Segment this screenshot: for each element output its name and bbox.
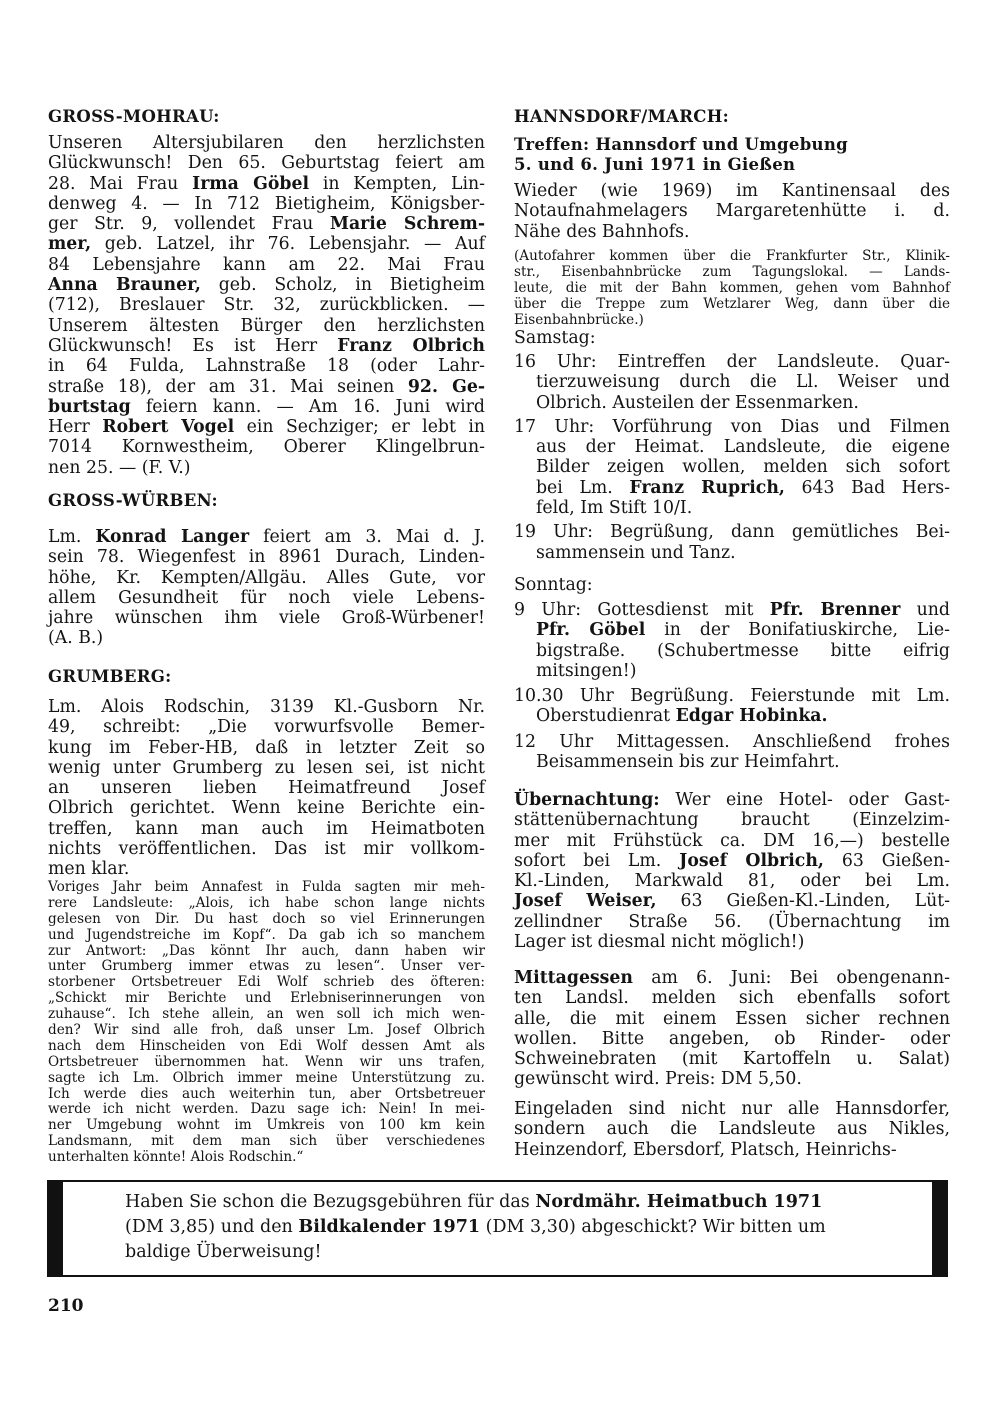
text-run: am 6. Juni: Bei obengenann- <box>632 968 950 988</box>
text-line <box>514 686 950 706</box>
text-line <box>514 417 950 437</box>
text-line <box>514 988 950 1008</box>
text-line <box>48 1102 485 1118</box>
text-run: bigstraße. (Schubertmesse bitte eifrig <box>536 640 950 661</box>
bold-name: Franz Ruprich, <box>629 477 785 498</box>
text-run: (712), Breslauer Str. 32, zurückblicken. — <box>48 295 485 316</box>
text-run: jahre wünschen ihm viele Groß-Würbener! <box>48 608 485 629</box>
text-line <box>125 1190 885 1215</box>
text-run: nichts veröffentlichen. Das ist mir vollkom- <box>48 839 485 860</box>
paragraph <box>514 790 950 952</box>
bold-name: Josef Olbrich, <box>679 850 824 871</box>
text-run: Beisammensein bis zur Heimfahrt. <box>536 752 840 773</box>
text-run: allem Gesundheit für noch viele Lebens- <box>48 587 485 608</box>
text-run: Glückwunsch! Den 65. Geburtstag feiert am <box>48 153 485 174</box>
notice-bar-left <box>47 1180 63 1277</box>
paragraph <box>48 133 485 478</box>
text-line <box>48 628 485 648</box>
text-line <box>48 194 485 214</box>
text-run: Lm. <box>48 527 96 547</box>
notice-bar-right <box>932 1180 948 1277</box>
text-run: Eisenbahnbrücke.) <box>514 311 644 328</box>
paragraph <box>48 527 485 649</box>
text-line <box>48 975 485 991</box>
text-run: Landsmann, mit dem man sich über verschiedenes <box>48 1133 485 1150</box>
text-run: feld, Im Stift 10/I. <box>536 498 693 519</box>
paragraph <box>125 1190 885 1265</box>
section-heading-hannsdorf: HANNSDORF/MARCH: <box>514 107 729 126</box>
text-line <box>48 991 485 1007</box>
text-line <box>514 393 950 413</box>
text-line <box>514 790 950 810</box>
text-line <box>48 608 485 628</box>
text-line <box>48 717 485 737</box>
text-line <box>48 778 485 798</box>
text-line <box>514 968 950 988</box>
venue-text <box>514 181 950 242</box>
text-line <box>48 912 485 928</box>
text-run: baldige Überweisung! <box>125 1242 322 1262</box>
text-run: sein 78. Wiegenfest in 8961 Durach, Linden- <box>48 547 485 568</box>
text-line <box>514 891 950 911</box>
bold-name: Edgar Hobinka. <box>675 706 828 727</box>
saturday-schedule <box>514 352 950 563</box>
text-run: geb. Scholz, in Bietigheim <box>200 275 485 296</box>
text-run: unterhalten könnte! Alois Rodschin.“ <box>48 1149 304 1166</box>
text-run: nen 25. — (F. V.) <box>48 457 191 478</box>
paragraph <box>48 697 485 880</box>
text-line <box>125 1215 885 1240</box>
page-number: 210 <box>48 1296 84 1316</box>
event-date: 5. und 6. Juni 1971 in Gießen <box>514 155 796 174</box>
paragraph <box>514 968 950 1090</box>
text-run: (Autofahrer kommen über die Frankfurter Str., Klinik- <box>514 248 950 264</box>
bold-name: Robert Vogel <box>102 417 235 438</box>
paragraph <box>514 417 950 518</box>
text-run: rere Landsleute: „Alois, ich habe schon lange nichts <box>48 894 485 911</box>
text-run: in Kempten, Lin- <box>309 173 486 194</box>
text-line <box>514 1099 950 1119</box>
text-run: sofort bei Lm. <box>514 850 680 871</box>
text-run: Glückwunsch! Es ist Herr <box>48 335 338 356</box>
text-line <box>514 543 950 563</box>
directions-text <box>514 249 950 328</box>
text-line <box>514 620 950 640</box>
text-run: Olbrich gerichtet. Wenn keine Berichte ein- <box>48 798 485 819</box>
text-run: feiern kann. — Am 16. Juni wird <box>130 396 485 417</box>
bold-name: Pfr. Göbel <box>536 620 646 641</box>
text-line <box>48 397 485 417</box>
text-run: Voriges Jahr beim Annafest in Fulda sagten mir meh- <box>48 879 485 895</box>
text-line <box>514 181 950 201</box>
text-line <box>48 880 485 896</box>
paragraph <box>514 600 950 681</box>
text-line <box>48 527 485 547</box>
text-line <box>514 522 950 542</box>
bold-name: Franz Olbrich <box>337 335 485 356</box>
text-run: sagte ich Lm. Olbrich immer meine Unterstützung zu. <box>48 1069 485 1086</box>
event-title: Treffen: Hannsdorf und Umgebung <box>514 135 848 154</box>
text-line <box>514 641 950 661</box>
text-line <box>514 297 950 313</box>
text-run: bei Lm. <box>536 477 630 498</box>
text-run: 63 Gießen- <box>823 850 951 871</box>
bold-name: mer, <box>48 234 92 255</box>
text-line <box>514 871 950 891</box>
text-run: wollen. Bitte angeben, ob Rinder- oder <box>514 1028 950 1049</box>
text-run: Heinzendorf, Ebersdorf, Platsch, Heinrichs- <box>514 1139 897 1160</box>
text-run: Olbrich. Austeilen der Essenmarken. <box>536 392 859 413</box>
text-run: in 64 Fulda, Lahnstraße 18 (oder Lahr- <box>48 356 485 377</box>
text-line <box>48 568 485 588</box>
section-heading-gross-wuerben: GROSS-WÜRBEN: <box>48 491 218 510</box>
text-run: mitsingen!) <box>536 660 637 681</box>
grumberg-text <box>48 697 485 880</box>
bold-name: Übernachtung: <box>514 790 660 810</box>
text-run: Eingeladen sind nicht nur alle Hannsdorfer, <box>514 1099 950 1119</box>
bold-name: Nordmähr. Heimatbuch 1971 <box>535 1192 823 1212</box>
text-line <box>48 174 485 194</box>
text-line <box>514 1029 950 1049</box>
text-run: Bilder zeigen wollen, melden sich sofort <box>536 457 950 478</box>
bold-name: Konrad Langer <box>95 527 250 547</box>
text-run: und <box>900 600 950 620</box>
text-run: ner Umgebung wohnt im Umkreis von 100 km kein <box>48 1117 485 1134</box>
text-line <box>48 1055 485 1071</box>
text-line <box>48 356 485 376</box>
text-line <box>514 498 950 518</box>
text-run: 9 Uhr: Gottesdienst mit <box>514 600 770 620</box>
text-run: tierzuweisung durch die Ll. Weiser und <box>536 372 950 393</box>
text-line <box>514 1009 950 1029</box>
text-run: unter Grumberg immer etwas zu lesen“. Unser ver- <box>48 958 485 975</box>
bold-name: Pfr. Brenner <box>769 600 901 620</box>
text-line <box>514 1049 950 1069</box>
text-run: und Jugendstreiche im Kopf“. Da gab ich so manchem <box>48 926 485 943</box>
text-line <box>514 313 950 329</box>
text-line <box>514 372 950 392</box>
text-line <box>514 600 950 620</box>
text-line <box>514 281 950 297</box>
text-run: zellindner Straße 56. (Übernachtung im <box>514 911 950 932</box>
text-run: leute, die mit der Bahn kommen, gehen vom Bahnhof <box>514 279 950 296</box>
sunday-label-text: Sonntag: <box>514 575 593 595</box>
text-line <box>48 316 485 336</box>
saturday-label-text: Samstag: <box>514 328 596 348</box>
text-run: „Schickt mir Berichte und Erlebniserinnerungen von <box>48 990 485 1007</box>
section-heading-grumberg: GRUMBERG: <box>48 667 172 686</box>
text-line <box>514 831 950 851</box>
text-line <box>48 234 485 254</box>
bold-name: Josef Weiser, <box>514 891 657 912</box>
text-line <box>514 661 950 681</box>
text-line <box>48 547 485 567</box>
text-line <box>514 851 950 871</box>
text-line <box>48 1118 485 1134</box>
text-line <box>48 1150 485 1166</box>
text-run: Notaufnahmelagers Margaretenhütte i. d. <box>514 201 950 222</box>
text-run: alle, die mit einem Essen sicher rechnen <box>514 1008 950 1029</box>
text-run: zur Antwort: „Das könnt Ihr auch, dann haben wir <box>48 942 485 959</box>
paragraph <box>514 181 950 242</box>
section-heading-gross-mohrau: GROSS-MOHRAU: <box>48 107 220 126</box>
bold-name: burtstag <box>48 396 131 417</box>
text-line <box>48 153 485 173</box>
text-run: str., Eisenbahnbrücke zum Tagungslokal. — Lands- <box>514 263 950 280</box>
text-line <box>48 588 485 608</box>
text-line <box>514 810 950 830</box>
text-run: Ich werde dies auch weiterhin tun, aber Ortsbetreuer <box>48 1085 485 1102</box>
text-run: 28. Mai Frau <box>48 173 193 194</box>
paragraph <box>514 352 950 413</box>
text-run: zuhause“. Ich stehe allein, an wen soll ich mich wen- <box>48 1006 485 1023</box>
text-line <box>48 1007 485 1023</box>
text-run: Lm. Alois Rodschin, 3139 Kl.-Gusborn Nr. <box>48 697 485 717</box>
text-line <box>48 377 485 397</box>
text-line <box>514 706 950 726</box>
text-run: (DM 3,85) und den <box>125 1217 299 1237</box>
text-line <box>514 478 950 498</box>
text-line <box>514 457 950 477</box>
text-run: ger Str. 9, vollendet Frau <box>48 214 330 235</box>
text-run: 84 Lebensjahre kann am 22. Mai Frau <box>48 254 485 275</box>
text-line <box>514 1119 950 1139</box>
text-line <box>514 1069 950 1089</box>
text-run: 7014 Kornwestheim, Oberer Klingelbrun- <box>48 437 485 458</box>
text-line <box>514 222 950 242</box>
text-line <box>48 959 485 975</box>
text-run: an unseren lieben Heimatfreund Josef <box>48 778 485 799</box>
text-run: 49, schreibt: „Die vorwurfsvolle Bemer- <box>48 717 485 738</box>
paragraph <box>514 686 950 727</box>
sunday-label <box>514 575 950 595</box>
text-run: 643 Bad Hers- <box>784 477 950 498</box>
text-line <box>514 732 950 752</box>
text-line <box>48 1087 485 1103</box>
text-run: geb. Latzel, ihr 76. Lebensjahr. — Auf <box>91 234 485 255</box>
text-run: (DM 3,30) abgeschickt? Wir bitten um <box>480 1217 826 1237</box>
paragraph <box>514 522 950 563</box>
text-line <box>48 1134 485 1150</box>
text-run: Nähe des Bahnhofs. <box>514 221 690 242</box>
text-line <box>514 437 950 457</box>
gross-wuerben-text <box>48 527 485 649</box>
text-line <box>48 133 485 153</box>
text-run: ten Landsl. melden sich ebenfalls sofort <box>514 988 950 1009</box>
text-run: stättenübernachtung braucht (Einzelzim- <box>514 810 950 831</box>
text-line <box>514 752 950 772</box>
text-run: men klar. <box>48 859 130 880</box>
text-line <box>48 839 485 859</box>
text-line <box>48 896 485 912</box>
text-line <box>48 697 485 717</box>
sunday-schedule <box>514 600 950 772</box>
bold-name: Irma Göbel <box>192 173 310 194</box>
text-run: 10.30 Uhr Begrüßung. Feierstunde mit Lm. <box>514 686 950 707</box>
text-line <box>48 758 485 778</box>
text-run: höhe, Kr. Kempten/Allgäu. Alles Gute, vor <box>48 567 485 588</box>
text-run: 16 Uhr: Eintreffen der Landsleute. Quar- <box>514 352 950 372</box>
text-run: Wieder (wie 1969) im Kantinensaal des <box>514 181 950 201</box>
text-run: Herr <box>48 417 103 438</box>
text-run: Lager ist diesmal nicht möglich!) <box>514 932 805 953</box>
text-line <box>48 255 485 275</box>
text-line <box>514 352 950 372</box>
lunch-text <box>514 968 950 1090</box>
text-line <box>514 912 950 932</box>
subscription-notice-text <box>125 1190 885 1265</box>
text-line <box>125 1240 885 1265</box>
text-line <box>48 275 485 295</box>
paragraph <box>514 249 950 328</box>
text-line <box>48 417 485 437</box>
paragraph <box>48 880 485 1166</box>
text-line <box>48 944 485 960</box>
bold-name: Anna Brauner, <box>48 275 201 296</box>
subscription-notice-box <box>47 1180 948 1277</box>
text-line <box>48 437 485 457</box>
text-run: Ortsbetreuer übernommen hat. Wenn wir uns trafen, <box>48 1053 485 1070</box>
text-run: ein Sechziger; er lebt in <box>234 417 486 438</box>
text-line <box>48 738 485 758</box>
text-run: aus der Heimat. Landsleute, die eigene <box>536 437 950 458</box>
bold-name: Mittagessen <box>514 968 633 988</box>
text-run: Kl.-Linden, Markwald 81, oder bei Lm. <box>514 871 950 892</box>
text-line <box>514 1140 950 1160</box>
text-run: mer mit Frühstück ca. DM 16,—) bestelle <box>514 830 950 851</box>
text-run: wenig unter Grumberg zu lesen sei, ist nicht <box>48 757 485 778</box>
text-line <box>514 932 950 952</box>
gross-mohrau-text <box>48 133 485 478</box>
text-line <box>48 458 485 478</box>
bold-name: Marie Schrem- <box>329 214 485 235</box>
text-line <box>514 201 950 221</box>
text-run: 63 Gießen-Kl.-Linden, Lüt- <box>656 891 950 912</box>
text-run: sammensein und Tanz. <box>536 542 736 563</box>
text-line <box>48 336 485 356</box>
paragraph <box>514 1099 950 1160</box>
text-line <box>48 928 485 944</box>
paragraph <box>514 732 950 773</box>
text-run: gewünscht wird. Preis: DM 5,50. <box>514 1069 802 1090</box>
text-line <box>48 819 485 839</box>
text-run: werde ich nicht werden. Dazu sage ich: Nein! In mei- <box>48 1101 485 1118</box>
text-run: feiert am 3. Mai d. J. <box>249 527 485 547</box>
text-run: treffen, kann man auch im Heimatboten <box>48 818 485 839</box>
grumberg-letter-text <box>48 880 485 1166</box>
text-run: den? Wir sind alle froh, daß unser Lm. Josef Olbrich <box>48 1022 485 1039</box>
text-line <box>48 214 485 234</box>
saturday-label <box>514 328 950 348</box>
text-run: Oberstudienrat <box>536 706 676 727</box>
text-run: kung im Feber-HB, daß in letzter Zeit so <box>48 737 485 758</box>
text-run: denweg 4. — In 712 Bietigheim, Königsber- <box>48 193 485 214</box>
text-run: nach dem Hinscheiden von Edi Wolf dessen Amt als <box>48 1037 485 1054</box>
bold-name: Bildkalender 1971 <box>298 1217 481 1237</box>
text-run: über die Treppe zum Wetzlarer Weg, dann über die <box>514 295 950 312</box>
text-run: gelesen von Dir. Du hast doch so viel Erinnerungen <box>48 910 485 927</box>
text-line <box>48 1071 485 1087</box>
text-run: straße 18), der am 31. Mai seinen <box>48 376 408 397</box>
text-run: Unserem ältesten Bürger den herzlichsten <box>48 315 485 336</box>
text-run: Wer eine Hotel- oder Gast- <box>659 790 950 810</box>
text-line <box>514 249 950 265</box>
text-run: (A. B.) <box>48 628 104 649</box>
text-line <box>48 859 485 879</box>
text-run: 17 Uhr: Vorführung von Dias und Filmen <box>514 416 950 437</box>
text-run: 19 Uhr: Begrüßung, dann gemütliches Bei- <box>514 522 950 543</box>
text-run: sondern auch die Landsleute aus Nikles, <box>514 1119 950 1140</box>
text-run: 12 Uhr Mittagessen. Anschließend frohes <box>514 731 950 752</box>
text-line <box>48 798 485 818</box>
text-run: in der Bonifatiuskirche, Lie- <box>645 620 950 641</box>
bold-name: 92. Ge- <box>407 376 485 397</box>
text-line <box>48 295 485 315</box>
text-run: Unseren Altersjubilaren den herzlichsten <box>48 133 485 153</box>
text-run: storbener Ortsbetreuer Edi Wolf schrieb des öfteren: <box>48 974 485 991</box>
text-line <box>48 1039 485 1055</box>
text-run: Haben Sie schon die Bezugsgebühren für das <box>125 1192 536 1212</box>
lodging-text <box>514 790 950 952</box>
invitation-text <box>514 1099 950 1160</box>
text-line <box>514 265 950 281</box>
text-run: Schweinebraten (mit Kartoffeln u. Salat) <box>514 1049 950 1070</box>
text-line <box>48 1023 485 1039</box>
